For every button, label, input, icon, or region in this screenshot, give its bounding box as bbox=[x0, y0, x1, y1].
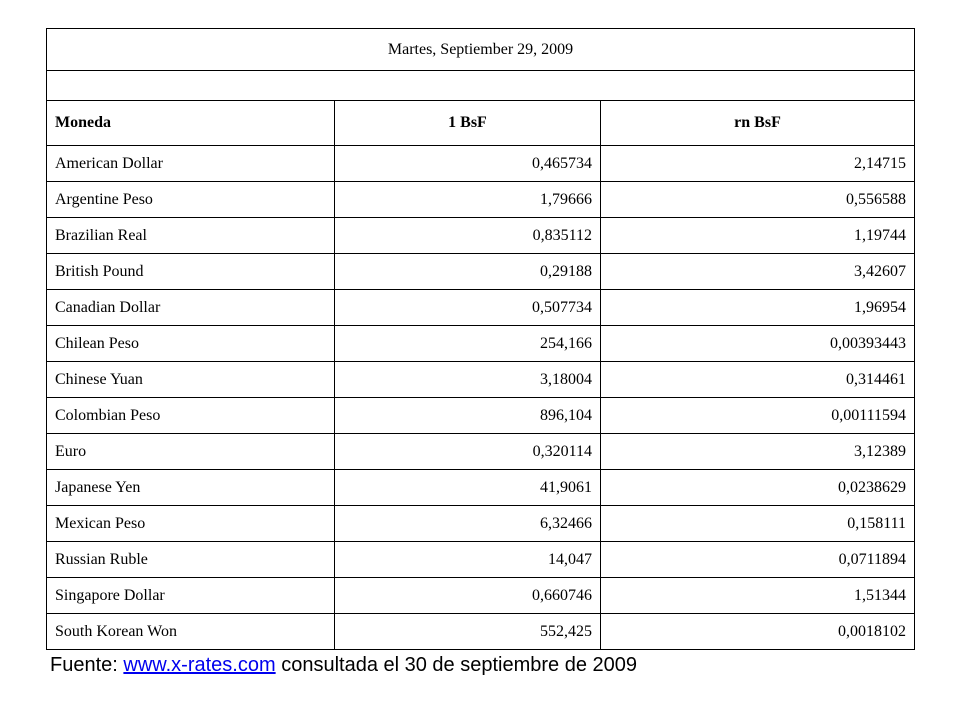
per-bsf-cell: 1,79666 bbox=[335, 182, 601, 218]
currency-cell: Chinese Yuan bbox=[47, 362, 335, 398]
table-row bbox=[47, 578, 915, 614]
per-bsf-cell: 0,29188 bbox=[335, 254, 601, 290]
in-bsf-cell: 2,14715 bbox=[601, 146, 915, 182]
exchange-rate-table bbox=[46, 28, 915, 650]
table-row bbox=[47, 254, 915, 290]
date-row bbox=[47, 29, 915, 71]
table-date: Martes, Septiember 29, 2009 bbox=[47, 29, 915, 71]
per-bsf-cell: 552,425 bbox=[335, 614, 601, 650]
currency-cell: Argentine Peso bbox=[47, 182, 335, 218]
in-bsf-cell: 0,556588 bbox=[601, 182, 915, 218]
currency-cell: South Korean Won bbox=[47, 614, 335, 650]
per-bsf-cell: 254,166 bbox=[335, 326, 601, 362]
in-bsf-cell: 0,00393443 bbox=[601, 326, 915, 362]
table-row bbox=[47, 470, 915, 506]
per-bsf-cell: 0,320114 bbox=[335, 434, 601, 470]
source-link[interactable]: www.x-rates.com bbox=[123, 654, 276, 676]
per-bsf-cell: 0,660746 bbox=[335, 578, 601, 614]
table-row bbox=[47, 218, 915, 254]
column-header-per-bsf: 1 BsF bbox=[335, 101, 601, 146]
currency-cell: Brazilian Real bbox=[47, 218, 335, 254]
in-bsf-cell: 3,42607 bbox=[601, 254, 915, 290]
table-row bbox=[47, 182, 915, 218]
currency-cell: Japanese Yen bbox=[47, 470, 335, 506]
table-row bbox=[47, 506, 915, 542]
per-bsf-cell: 0,835112 bbox=[335, 218, 601, 254]
in-bsf-cell: 0,158111 bbox=[601, 506, 915, 542]
table-row bbox=[47, 326, 915, 362]
header-row bbox=[47, 101, 915, 146]
per-bsf-cell: 3,18004 bbox=[335, 362, 601, 398]
column-header-currency: Moneda bbox=[47, 101, 335, 146]
currency-cell: Canadian Dollar bbox=[47, 290, 335, 326]
in-bsf-cell: 0,314461 bbox=[601, 362, 915, 398]
table-row bbox=[47, 542, 915, 578]
in-bsf-cell: 0,0018102 bbox=[601, 614, 915, 650]
table-row bbox=[47, 362, 915, 398]
currency-cell: Euro bbox=[47, 434, 335, 470]
in-bsf-cell: 1,51344 bbox=[601, 578, 915, 614]
source-suffix: consultada el 30 de septiembre de 2009 bbox=[275, 654, 638, 676]
in-bsf-cell: 0,0238629 bbox=[601, 470, 915, 506]
in-bsf-cell: 1,96954 bbox=[601, 290, 915, 326]
source-note bbox=[50, 654, 637, 677]
currency-cell: Singapore Dollar bbox=[47, 578, 335, 614]
per-bsf-cell: 41,9061 bbox=[335, 470, 601, 506]
in-bsf-cell: 0,0711894 bbox=[601, 542, 915, 578]
table-row bbox=[47, 146, 915, 182]
in-bsf-cell: 1,19744 bbox=[601, 218, 915, 254]
exchange-rate-table-body bbox=[47, 29, 915, 650]
currency-cell: Mexican Peso bbox=[47, 506, 335, 542]
table-row bbox=[47, 434, 915, 470]
currency-cell: Russian Ruble bbox=[47, 542, 335, 578]
per-bsf-cell: 0,465734 bbox=[335, 146, 601, 182]
per-bsf-cell: 6,32466 bbox=[335, 506, 601, 542]
source-prefix: Fuente: bbox=[50, 654, 124, 676]
currency-cell: British Pound bbox=[47, 254, 335, 290]
in-bsf-cell: 3,12389 bbox=[601, 434, 915, 470]
blank-row bbox=[47, 71, 915, 101]
per-bsf-cell: 896,104 bbox=[335, 398, 601, 434]
in-bsf-cell: 0,00111594 bbox=[601, 398, 915, 434]
column-header-in-bsf: rn BsF bbox=[601, 101, 915, 146]
table-row bbox=[47, 290, 915, 326]
per-bsf-cell: 14,047 bbox=[335, 542, 601, 578]
per-bsf-cell: 0,507734 bbox=[335, 290, 601, 326]
currency-cell: Colombian Peso bbox=[47, 398, 335, 434]
table-row bbox=[47, 614, 915, 650]
table-row bbox=[47, 398, 915, 434]
currency-cell: Chilean Peso bbox=[47, 326, 335, 362]
blank-cell bbox=[47, 71, 915, 101]
currency-cell: American Dollar bbox=[47, 146, 335, 182]
